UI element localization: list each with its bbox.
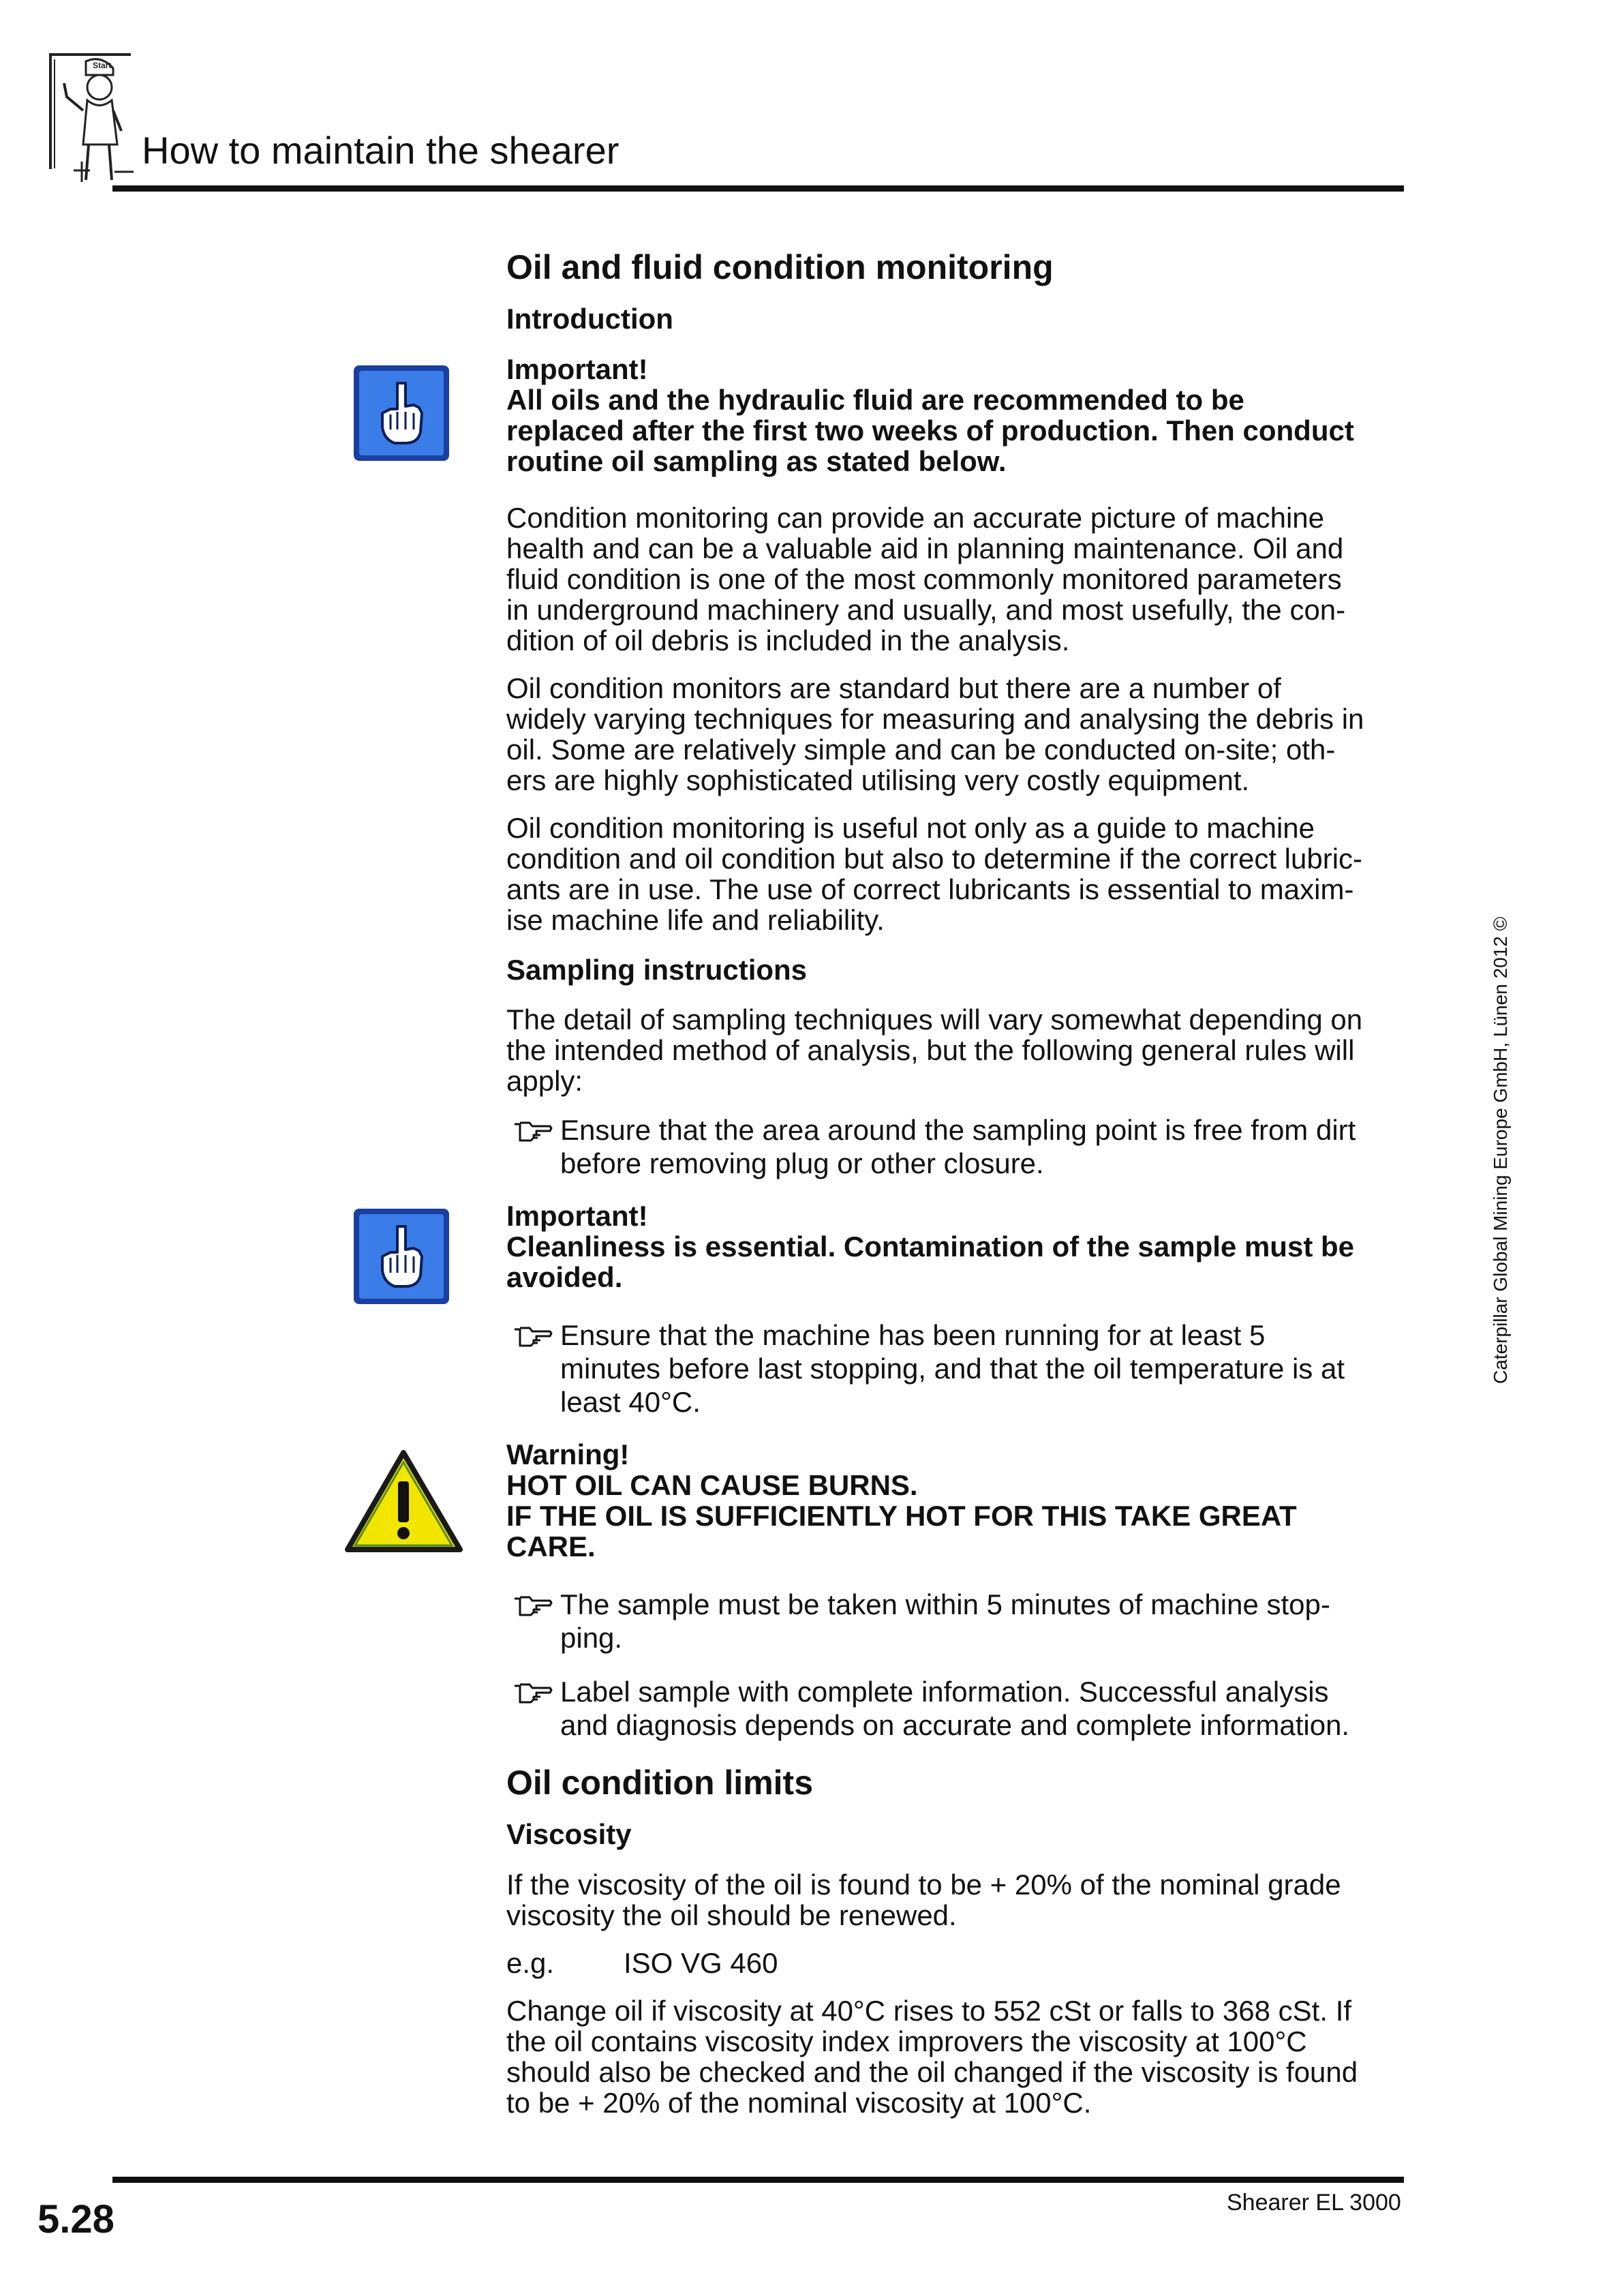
text-line: apply:	[506, 1065, 583, 1097]
important-note-1	[506, 354, 1406, 477]
text-line: and diagnosis depends on accurate and complete information.	[560, 1709, 1350, 1741]
important-label: Important!	[506, 352, 648, 385]
text-line: Oil condition monitoring is useful not only as a guide to machine	[506, 811, 1315, 844]
text-line: to be + 20% of the nominal viscosity at 100°C.	[506, 2086, 1092, 2119]
footer-divider	[112, 2177, 1404, 2183]
example-label: e.g.	[506, 1946, 555, 1979]
important-line: avoided.	[506, 1261, 623, 1293]
copyright-note: Caterpillar Global Mining Europe GmbH, Lünen 2012 ©	[1490, 916, 1511, 1384]
sampling-intro-paragraph	[506, 1004, 1406, 1096]
page-number: 5.28	[37, 2197, 114, 2241]
pointing-hand-bullet-icon	[513, 1325, 553, 1348]
section-title-oil-limits: Oil condition limits	[506, 1764, 813, 1802]
start-mechanic-logo	[46, 49, 134, 185]
text-line: the oil contains viscosity index improvers the viscosity at 100°C	[506, 2025, 1307, 2057]
text-line: in underground machinery and usually, and most usefully, the con-	[506, 593, 1346, 626]
text-line: minutes before last stopping, and that the oil temperature is at	[560, 1353, 1345, 1385]
text-line: before removing plug or other closure.	[560, 1147, 1044, 1179]
subheading-viscosity: Viscosity	[506, 1818, 632, 1850]
header-divider	[112, 185, 1404, 192]
text-line: widely varying techniques for measuring and analysing the debris in	[506, 702, 1364, 735]
text-line: should also be checked and the oil changed if the viscosity is found	[506, 2055, 1358, 2088]
bullet-item	[506, 1675, 1406, 1742]
pointing-hand-bullet-icon	[513, 1682, 553, 1705]
example-value: ISO VG 460	[624, 1946, 778, 1979]
warning-line: IF THE OIL IS SUFFICIENTLY HOT FOR THIS TAKE GREAT	[506, 1500, 1297, 1532]
footer-doc-title: Shearer EL 3000	[1227, 2190, 1401, 2216]
logo-start-label: Start	[93, 61, 112, 70]
subheading-introduction: Introduction	[506, 303, 673, 335]
text-line: If the viscosity of the oil is found to be + 20% of the nominal grade	[506, 1868, 1341, 1901]
bullet-item	[506, 1113, 1406, 1180]
section-title-oil-monitoring: Oil and fluid condition monitoring	[506, 248, 1054, 286]
text-line: ers are highly sophisticated utilising very costly equipment.	[506, 764, 1250, 796]
pointing-hand-bullet-icon	[513, 1595, 553, 1618]
intro-paragraph-2	[506, 673, 1406, 796]
main-content	[506, 247, 1406, 2135]
text-line: fluid condition is one of the most commonly monitored parameters	[506, 562, 1342, 595]
intro-paragraph-3	[506, 813, 1406, 935]
text-line: Ensure that the area around the sampling point is free from dirt	[560, 1114, 1356, 1146]
warning-line: CARE.	[506, 1530, 596, 1562]
text-line: The sample must be taken within 5 minutes of machine stop-	[560, 1588, 1330, 1620]
text-line: oil. Some are relatively simple and can be conducted on-site; oth-	[506, 733, 1336, 766]
text-line: health and can be a valuable aid in planning maintenance. Oil and	[506, 532, 1344, 564]
text-line: dition of oil debris is included in the analysis.	[506, 624, 1070, 656]
important-line: Cleanliness is essential. Contamination of the sample must be	[506, 1230, 1354, 1263]
important-line: All oils and the hydraulic fluid are recommended to be	[506, 383, 1244, 416]
text-line: ise machine life and reliability.	[506, 903, 885, 936]
text-line: Change oil if viscosity at 40°C rises to 552 cSt or falls to 368 cSt. If	[506, 1994, 1352, 2027]
text-line: ants are in use. The use of correct lubricants is essential to maxim-	[506, 873, 1354, 905]
subheading-sampling: Sampling instructions	[506, 953, 808, 986]
important-line: replaced after the first two weeks of production. Then conduct	[506, 414, 1354, 447]
text-line: viscosity the oil should be renewed.	[506, 1899, 957, 1931]
text-line: least 40°C.	[560, 1386, 701, 1418]
text-line: Oil condition monitors are standard but there are a number of	[506, 671, 1281, 704]
example-row	[506, 1948, 1406, 1978]
bullet-item	[506, 1318, 1406, 1419]
important-hand-icon	[352, 1207, 450, 1305]
important-line: routine oil sampling as stated below.	[506, 444, 1007, 477]
text-line: Ensure that the machine has been running for at least 5	[560, 1319, 1266, 1351]
text-line: Condition monitoring can provide an accurate picture of machine	[506, 501, 1325, 534]
text-line: the intended method of analysis, but the following general rules will	[506, 1034, 1355, 1066]
important-note-2	[506, 1200, 1406, 1293]
important-label: Important!	[506, 1200, 648, 1232]
warning-triangle-icon	[344, 1449, 463, 1554]
text-line: The detail of sampling techniques will vary somewhat depending on	[506, 1003, 1363, 1036]
warning-line: HOT OIL CAN CAUSE BURNS.	[506, 1469, 918, 1501]
text-line: condition and oil condition but also to determine if the correct lubric-	[506, 842, 1363, 875]
viscosity-paragraph-1	[506, 1869, 1406, 1931]
page-header-title: How to maintain the shearer	[142, 129, 619, 172]
viscosity-paragraph-2	[506, 1995, 1406, 2118]
warning-label: Warning!	[506, 1438, 630, 1470]
text-line: ping.	[560, 1622, 623, 1654]
important-hand-icon	[352, 364, 450, 462]
pointing-hand-bullet-icon	[513, 1120, 553, 1143]
warning-note	[506, 1439, 1406, 1562]
intro-paragraph-1	[506, 502, 1406, 656]
text-line: Label sample with complete information. Successful analysis	[560, 1676, 1329, 1708]
bullet-item	[506, 1588, 1406, 1655]
